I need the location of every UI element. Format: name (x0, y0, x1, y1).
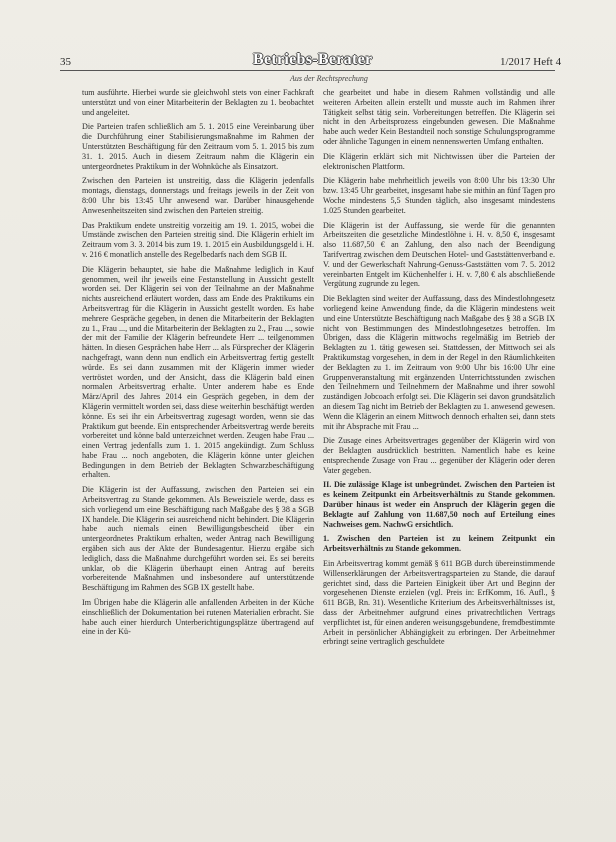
paragraph: Ein Arbeitsvertrag kommt gemäß § 611 BGB durch übereinstimmende Willenserklärungen der Arbeitsvertragsparteien zu Stande, die darauf gerichtet sind, dass die Parteien Einigkeit über Art und Beginn der vorgesehenen Dienste erzielen (vgl. Preis in: ErfKomm, 16. Aufl., § 611 BGB, Rn. 31). Wesentliche Kriterium des Arbeitsverhältnisses ist, dass der Arbeitnehmer aufgrund eines privatrechtlichen Vertrags verpflichtet ist, für einen anderen weisungsgebundene, fremdbestimmte Arbeit in persönlicher Abhängigkeit zu erbringen. Der Arbeitnehmer erbringt seine vertraglich geschuldete (323, 559, 555, 647)
left-column (82, 88, 314, 642)
paragraph: II. Die zulässige Klage ist unbegründet. Zwischen den Parteien ist es keinem Zeitpunkt ein Arbeitsverhältnis zu Stande gekommen. Darüber hinaus ist weder ein Anspruch der Klägerin gegen die Beklagte auf Zahlung von 11.687,50 noch auf Erteilung eines Nachweises gem. NachwG ersichtlich. (323, 480, 555, 529)
paragraph: Die Zusage eines Arbeitsvertrages gegenüber der Klägerin wird von der Beklagten ausdrücklich bestritten. Namentlich habe es keine entsprechende Zusage von Frau ... gegenüber der Klägerin oder deren Vater gegeben. (323, 436, 555, 475)
paragraph: Die Parteien trafen schließlich am 5. 1. 2015 eine Vereinbarung über die Durchführung einer Stabilisierungsmaßnahme im Rahmen der Unterstützten Beschäftigung für den Zeitraum vom 5. 1. 2015 bis zum 31. 1. 2015. Auch in diesem Zeitraum nahm die Klägerin ein untergeordnetes Praktikum in der Wohnküche als Einsatzort. (82, 122, 314, 171)
page-number: 35 (60, 56, 71, 68)
paragraph: Die Klägerin ist der Auffassung, zwischen den Parteien sei ein Arbeitsvertrag zu Stande gekommen. Als Beweisziele werde, dass es sich vorliegend um eine Beschäftigung nach Maßgabe des § 38 a SGB IX handele. Die Klägerin sei ausreichend nicht behindert. Die Klägerin habe auch niemals einen Bewilligungsbescheid über ein untergeordnetes Praktikum erhalten, weder Antrag nach Bewilligung ergäben sich aus der Akte der Bundesagentur. Hierzu ergäbe sich lediglich, dass die Maßnahme durchgeführt worden sei. Es sei bereits unklar, ob die Klägerin überhaupt einen Antrag auf bereits vorbereitende Maßnahmen und insbesondere auf unterstützende Beschäftigung im Rahmen des SGB IX gestellt habe. (82, 485, 314, 593)
paragraph: Im Übrigen habe die Klägerin alle anfallenden Arbeiten in der Küche einschließlich der Dokumentation bei rutenen Materialien erbracht. Sie habe auch einer hierdurch Unterberichtigungsplätze übertragend auf eine in der Kü- (82, 598, 314, 637)
section-label: Aus der Rechtsprechung (290, 74, 368, 83)
paragraph: 1. Zwischen den Parteien ist zu keinem Zeitpunkt ein Arbeitsverhältnis zu Stande gekommen. (323, 534, 555, 554)
paragraph: Die Beklagten sind weiter der Auffassung, dass des Mindestlohngesetz vorliegend keine Anwendung finde, da die Klägerin mindestens weit und eine Unterstützte Beschäftigung nach Maßgabe des § 38 a SGB IX nicht von Bestimmungen des Mindestlohngesetzes betroffen. Im Übrigen, dass die Klägerin mittwochs regelmäßig im Betrieb der Beklagten zu 1. tätig gewesen sei. Stattdessen, der Mittwoch sei als Praktikumstag vorgesehen, in dem in der Regel in den Räumlichkeiten der Beklagten zu 1. im Zeitraum von 9:00 Uhr bis 16:00 Uhr eine Gruppenveranstaltung mit ergänzenden Unterrichtsstunden zwischen den Teilnehmern und Teilnehmern der Maßnahme und ihrer sowohl zuständigen Jobcoach erfolgt sei. Die Klägerin sei davon grundsätzlich an diesem Tag nicht im Betrieb der Beklagten zu 1. anwesend gewesen. Wenn die Klägerin an einem Mittwoch dennoch erhalten sei, dann stets mit ihr Absprache mit Frau ... (323, 294, 555, 431)
right-column (323, 88, 555, 652)
paragraph: Die Klägerin habe mehrheitlich jeweils von 8:00 Uhr bis 13:30 Uhr bzw. 13:45 Uhr gearbeitet, insgesamt habe sie mithin an fünf Tagen pro Woche mindestens 5,5 Stunden täglich, also insgesamt mindestens 1.025 Stunden gearbeitet. (323, 176, 555, 215)
paragraph: che gearbeitet und habe in diesem Rahmen vollständig und alle weiteren Arbeiten allein erstellt und musste auch im Rahmen ihrer Tätigkeit selbst tätig sein. Vorbereitungen betreffen. Die Klägerin sei nicht in den Arbeitsprozess eingebunden gewesen. Die Maßnahme habe auch weder Kein Bestandteil noch sonstige Schulungsprogramme oder ähnliche Tagungen in einem nennenswerten Umfang enthalten. (323, 88, 555, 146)
paragraph: Das Praktikum endete unstreitig vorzeitig am 19. 1. 2015, wobei die Umstände zwischen den Parteien streitig sind. Die Klägerin erhielt im Zeitraum vom 3. 3. 2014 bis zum 19. 1. 2015 ein Ausbildungsgeld i. H. v. 216 € monatlich anstelle des Regelbedarfs nach dem SGB II. (82, 220, 314, 259)
paragraph: Die Klägerin behauptet, sie habe die Maßnahme lediglich in Kauf genommen, weil ihr jeweils eine Festanstellung in Aussicht gestellt worden sei. Der Klägerin sei von der Teilnahme an der Maßnahme nichts ausreichend erläutert worden, dass am Ende des Praktikums ein Arbeitsvertrag für die Klägerin in Aussicht gestellt worden. Es habe mehrere Gespräche gegeben, in denen die Mitarbeiterin der Beklagten zu 1., Frau ..., und die Mitarbeiterin der Beklagten zu 2., Frau ..., sowie der mit der Familie der Klägerin befreundete Herr ... teilgenommen hätten. In diesen Gesprächen habe Herr ... als Fürsprecher der Klägerin nachgefragt, wann denn nun endlich ein Arbeitsvertrag fertig gestellt würde. Es sei dann zusammen mit der Klägerin immer wieder vertröstet worden, und der Ansicht, dass die Klägerin bald einen normalen Arbeitsvertrag erhalte. Unter anderem habe es Ende März/April des Jahres 2014 ein Gespräch gegeben, in dem der Klägerin vermittelt worden sei, dass diese weiterhin beschäftigt werden könne. Es sei ihr ein Arbeitsvertrag zugesagt worden, wenn sie das Praktikum gut beende. Ein entsprechender Arbeitsvertrag werde bereits vorbereitet und könne bald unterzeichnet werden. Zeugen habe Frau ... einen Vertrag jedenfalls zum 1. 1. 2015 angekündigt. Zum Schluss habe Frau ... noch angeboten, die Klägerin könne unter gleichen Bedingungen in dem Betrieb der Beklagten Schwarzbeschäftigung erhalten. (82, 264, 314, 480)
paragraph: Zwischen den Parteien ist unstreitig, dass die Klägerin jedenfalls montags, dienstags, donnerstags und freitags jeweils in der Zeit von 8:00 Uhr bis 13:45 Uhr anwesend war. Darüber hinausgehende Anwesenheitszeiten sind zwischen den Parteien streitig. (82, 176, 314, 215)
issue-label: 1/2017 Heft 4 (500, 56, 562, 68)
journal-title: Betriebs-Berater (253, 51, 373, 68)
paragraph: Die Klägerin ist der Auffassung, sie werde für die genannten Arbeitszeiten die gesetzliche Mindestlöhne i. H. v. 8,50 €, insgesamt also 11.687,50 € an Zahlung, den also nach der Beendigung Tarifvertrag zwischen dem Deutschen Hotel- und Gaststättenverband e. V. und der Gewerkschaft Nahrung-Genuss-Gaststätten vom 7. 5. 2012 vereinbarten Entgelt im Küchenhelfer i. H. v. 7,80 € als abschließende Vergütung zugrunde zu legen. (323, 220, 555, 289)
header-rule (60, 70, 555, 71)
paragraph: Die Klägerin erklärt sich mit Nichtwissen über die Parteien der elektronischen Plattform. (323, 151, 555, 171)
paragraph: tum ausführte. Hierbei wurde sie gleichwohl stets von einer Fachkraft unterstützt und von einer Mitarbeiterin der Beklagten zu 1. beobachtet und angeleitet. (82, 88, 314, 117)
